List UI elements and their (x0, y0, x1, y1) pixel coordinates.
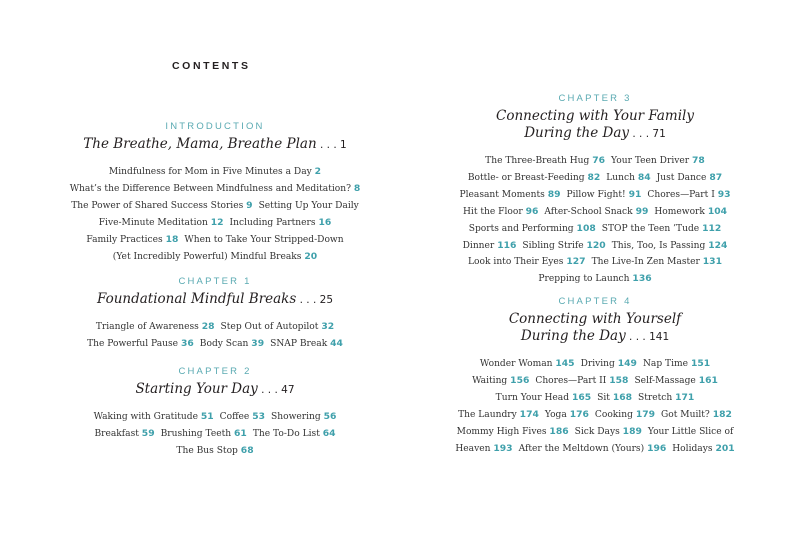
entry-page-number: 201 (715, 442, 735, 454)
entry-title: Lunch (606, 172, 635, 183)
entry-page-number: 78 (692, 155, 705, 166)
entry-page-number: 56 (323, 411, 337, 422)
entry-page-number: 76 (592, 155, 606, 166)
entry-page-number: 179 (635, 408, 655, 420)
chapter-title-text: The Breathe, Mama, Breathe Plan (83, 136, 317, 152)
entry-line (50, 181, 380, 198)
toc-entry (661, 410, 732, 420)
toc-entry (230, 218, 332, 228)
toc-section-chapter-1 (50, 276, 380, 353)
toc-entry (485, 156, 605, 166)
toc-entry (672, 444, 734, 454)
entry-page-number: 193 (493, 442, 513, 454)
entry-page-number: 131 (702, 256, 722, 268)
entry-title: Breakfast (94, 428, 139, 439)
chapter-label: CHAPTER 2 (178, 366, 252, 377)
entry-page-number: 51 (200, 411, 214, 422)
entry-page-number: 171 (675, 391, 695, 403)
entry-title: Look into Their Eyes (468, 257, 564, 268)
entry-title: The Bus Stop (176, 445, 238, 456)
toc-entry (463, 207, 538, 217)
chapter-page-number: 141 (649, 331, 670, 343)
entry-title: Brushing Teeth (160, 428, 232, 439)
chapter-title-text: Starting Your Day (135, 381, 258, 397)
toc-entry (602, 224, 722, 234)
toc-entry (575, 427, 642, 437)
entry-page-number: 59 (141, 427, 155, 439)
entry-line (425, 254, 765, 271)
toc-entry (469, 224, 596, 234)
toc-entry (457, 427, 569, 437)
toc-entry (545, 410, 589, 420)
toc-entry (597, 393, 632, 403)
chapter-label: CHAPTER 3 (558, 93, 632, 104)
chapter-title-line (425, 108, 765, 125)
entry-page-number: 9 (246, 199, 253, 211)
entry-list (50, 164, 380, 265)
toc-entry (595, 410, 655, 420)
entry-page-number: 91 (628, 188, 642, 200)
chapter-title-line (50, 381, 380, 399)
entry-line (50, 319, 380, 336)
toc-entry (176, 446, 253, 456)
entry-title: Driving (580, 359, 615, 369)
toc-entry (634, 376, 717, 386)
chapter-title-text: Connecting with Yourself (508, 311, 682, 327)
toc-entry (184, 235, 343, 245)
entry-title: The Three-Breath Hug (485, 156, 590, 166)
toc-entry (638, 393, 694, 403)
entry-title: Including Partners (229, 217, 316, 228)
toc-entry (611, 156, 705, 166)
entry-page-number: 189 (622, 425, 642, 437)
entry-line (425, 373, 765, 390)
entry-page-number: 12 (210, 216, 224, 228)
entry-title: Body Scan (199, 338, 249, 349)
entry-page-number: 64 (322, 427, 336, 439)
entry-line (425, 424, 765, 441)
entry-title: This, Too, Is Passing (611, 240, 706, 251)
entry-page-number: 196 (647, 442, 667, 454)
toc-entry (271, 412, 336, 422)
toc-entry (657, 173, 722, 183)
entry-page-number: 176 (569, 408, 589, 420)
chapter-page-number: 47 (281, 384, 295, 396)
chapter-start-page: . . . 141 (625, 331, 670, 343)
toc-entry (259, 201, 359, 211)
toc-entry (87, 339, 194, 349)
chapter-title (425, 311, 765, 346)
entry-title: Just Dance (656, 172, 707, 183)
entry-title: Bottle- or Breast-Feeding (467, 172, 585, 183)
chapter-title-line (425, 328, 765, 346)
toc-entry (70, 184, 361, 194)
entry-title: Chores—Part I (647, 189, 715, 200)
entry-page-number: 32 (321, 321, 335, 332)
entry-page-number: 149 (617, 358, 637, 369)
entry-title: What’s the Difference Between Mindfulness and Meditation? (69, 183, 351, 194)
entry-title: Setting Up Your Daily (258, 200, 359, 211)
entry-page-number: 82 (587, 171, 601, 183)
entry-title: When to Take Your Stripped-Down (184, 234, 344, 245)
entry-line (50, 215, 380, 232)
entry-title: The Powerful Pause (87, 338, 179, 349)
entry-page-number: 87 (709, 171, 723, 183)
entry-title: The Laundry (458, 409, 517, 420)
entry-page-number: 104 (707, 205, 727, 217)
entry-line (50, 443, 380, 460)
entry-page-number: 28 (201, 321, 215, 332)
entry-page-number: 158 (609, 374, 629, 386)
entry-title: Triangle of Awareness (95, 322, 199, 332)
toc-entry (459, 190, 560, 200)
entry-title: Family Practices (86, 234, 163, 245)
entry-page-number: 182 (712, 408, 732, 420)
entry-page-number: 36 (180, 337, 194, 349)
chapter-title-line (50, 291, 380, 309)
contents-heading: CONTENTS (172, 60, 251, 72)
entry-list (425, 356, 765, 457)
entry-title: Waking with Gratitude (93, 412, 198, 422)
toc-entry (648, 427, 733, 437)
entry-list (50, 319, 380, 353)
entry-line (425, 441, 765, 458)
entry-title: Got Muilt? (661, 409, 710, 420)
toc-entry (643, 359, 710, 369)
entry-title: Turn Your Head (495, 392, 570, 403)
entry-page-number: 151 (690, 358, 711, 369)
toc-entry (270, 339, 343, 349)
entry-title: Cooking (594, 409, 633, 420)
chapter-page-number: 25 (319, 294, 334, 306)
chapter-start-page: . . . 47 (257, 384, 295, 396)
entry-page-number: 108 (576, 222, 596, 234)
entry-title: Hit the Floor (463, 206, 523, 217)
entry-page-number: 112 (702, 222, 722, 234)
chapter-page-number: 1 (340, 139, 347, 151)
toc-entry (566, 190, 641, 200)
toc-entry (71, 201, 252, 211)
entry-line (425, 390, 765, 407)
chapter-title-line (425, 125, 765, 143)
entry-page-number: 89 (547, 188, 561, 200)
entry-line (50, 164, 380, 181)
entry-title: The To-Do List (252, 428, 320, 439)
entry-page-number: 99 (635, 205, 649, 217)
entry-title: After-School Snack (544, 206, 633, 217)
entry-title: Dinner (462, 240, 495, 251)
chapter-title (50, 381, 380, 399)
entry-page-number: 16 (318, 216, 332, 228)
entry-list (50, 409, 380, 460)
entry-title: Coffee (219, 412, 250, 422)
entry-title: (Yet Incredibly Powerful) Mindful Breaks (112, 251, 302, 262)
entry-title: Holidays (672, 443, 713, 454)
toc-entry (94, 412, 214, 422)
toc-section-chapter-4 (425, 296, 765, 457)
entry-title: Step Out of Autopilot (220, 322, 319, 332)
entry-title: Nap Time (642, 359, 689, 369)
entry-title: Showering (271, 412, 321, 422)
entry-line (50, 409, 380, 426)
chapter-title (50, 291, 380, 309)
entry-line (50, 249, 380, 266)
entry-line (425, 153, 765, 170)
entry-list (425, 153, 765, 288)
entry-title: The Live-In Zen Master (591, 257, 700, 268)
toc-entry (86, 235, 178, 245)
entry-title: Sports and Performing (468, 223, 574, 234)
toc-entry (96, 322, 215, 332)
entry-page-number: 44 (330, 337, 343, 349)
entry-line (50, 198, 380, 215)
entry-page-number: 174 (519, 408, 539, 420)
toc-entry (468, 173, 600, 183)
toc-entry (522, 241, 605, 251)
entry-page-number: 156 (510, 374, 530, 386)
entry-line (425, 407, 765, 424)
entry-title: STOP the Teen ’Tude (601, 223, 700, 234)
entry-page-number: 136 (632, 273, 652, 285)
toc-entry (581, 359, 637, 369)
entry-page-number: 2 (314, 166, 322, 177)
entry-page-number: 53 (252, 411, 266, 422)
chapter-start-page: . . . 1 (316, 139, 347, 151)
entry-page-number: 20 (304, 250, 318, 262)
chapter-page-number: 71 (652, 128, 666, 140)
entry-line (50, 336, 380, 353)
toc-entry (109, 167, 321, 177)
entry-line (425, 356, 765, 373)
entry-line (425, 221, 765, 238)
entry-title: Your Little Slice of (647, 426, 734, 437)
toc-section-chapter-3 (425, 93, 765, 288)
toc-entry (538, 274, 651, 284)
entry-title: Stretch (638, 392, 673, 403)
entry-title: Mommy High Fives (456, 426, 547, 437)
toc-entry (458, 410, 539, 420)
entry-page-number: 18 (165, 233, 179, 245)
chapter-title-text: During the Day (524, 125, 630, 141)
toc-entry (221, 322, 335, 332)
entry-title: Mindfulness for Mom in Five Minutes a Day (108, 167, 312, 177)
toc-entry (535, 376, 628, 386)
entry-page-number: 124 (708, 239, 728, 251)
entry-title: Yoga (544, 409, 567, 420)
toc-entry (472, 376, 529, 386)
entry-title: Wonder Woman (479, 359, 553, 369)
entry-title: Chores—Part II (535, 375, 607, 386)
entry-title: Your Teen Driver (611, 156, 690, 166)
chapter-label: CHAPTER 1 (178, 276, 252, 287)
entry-page-number: 186 (549, 425, 569, 437)
entry-title: Five-Minute Meditation (98, 217, 208, 228)
entry-line (425, 170, 765, 187)
chapter-title-line (425, 311, 765, 328)
chapter-start-page: . . . 71 (629, 128, 666, 140)
toc-entry (161, 429, 247, 439)
chapter-label: INTRODUCTION (165, 121, 265, 132)
toc-entry (519, 444, 667, 454)
toc-entry (113, 252, 317, 262)
entry-page-number: 61 (234, 427, 247, 439)
toc-entry (463, 241, 517, 251)
entry-page-number: 145 (555, 358, 575, 369)
chapter-title-line (50, 136, 380, 154)
entry-title: The Power of Shared Success Stories (71, 200, 244, 211)
chapter-title-text: During the Day (520, 328, 626, 344)
entry-page-number: 39 (251, 337, 265, 349)
entry-title: SNAP Break (270, 338, 328, 349)
entry-title: Sit (597, 392, 610, 403)
entry-title: Waiting (472, 375, 508, 386)
toc-entry (253, 429, 336, 439)
toc-entry (654, 207, 727, 217)
toc-section-introduction (50, 121, 380, 265)
toc-entry (592, 257, 722, 267)
entry-title: Self-Massage (634, 375, 696, 386)
entry-page-number: 127 (566, 256, 586, 268)
toc-entry (99, 218, 224, 228)
toc-entry (480, 359, 575, 369)
toc-entry (220, 412, 265, 422)
entry-page-number: 168 (612, 391, 633, 403)
toc-section-chapter-2 (50, 366, 380, 460)
entry-page-number: 8 (353, 182, 361, 194)
toc-entry (496, 393, 591, 403)
entry-page-number: 116 (497, 239, 517, 251)
entry-line (425, 238, 765, 255)
entry-line (50, 232, 380, 249)
entry-line (425, 204, 765, 221)
entry-page-number: 84 (637, 171, 651, 183)
entry-page-number: 161 (698, 374, 718, 386)
entry-title: Sick Days (574, 426, 620, 437)
chapter-label: CHAPTER 4 (558, 296, 632, 307)
entry-page-number: 96 (525, 205, 539, 217)
chapter-title-text: Foundational Mindful Breaks (96, 291, 297, 307)
entry-title: Heaven (455, 443, 491, 454)
entry-title: Pillow Fight! (566, 189, 626, 200)
chapter-title (50, 136, 380, 154)
entry-title: After the Meltdown (Yours) (518, 443, 645, 454)
entry-title: Sibling Strife (522, 240, 584, 251)
chapter-start-page: . . . 25 (296, 294, 334, 306)
entry-title: Prepping to Launch (538, 274, 630, 285)
toc-entry (606, 173, 650, 183)
toc-entry (94, 429, 154, 439)
toc-entry (468, 257, 586, 267)
entry-line (50, 426, 380, 443)
entry-title: Pleasant Moments (459, 189, 545, 200)
entry-title: Homework (654, 206, 705, 217)
entry-line (425, 187, 765, 204)
toc-entry (544, 207, 648, 217)
toc-entry (200, 339, 264, 349)
toc-entry (647, 190, 730, 200)
toc-entry (612, 241, 728, 251)
chapter-title (425, 108, 765, 143)
entry-page-number: 68 (240, 444, 254, 456)
entry-page-number: 165 (571, 391, 592, 403)
entry-page-number: 93 (717, 188, 731, 200)
entry-line (425, 271, 765, 288)
toc-entry (455, 444, 512, 454)
entry-page-number: 120 (586, 239, 606, 251)
chapter-title-text: Connecting with Your Family (496, 108, 694, 124)
